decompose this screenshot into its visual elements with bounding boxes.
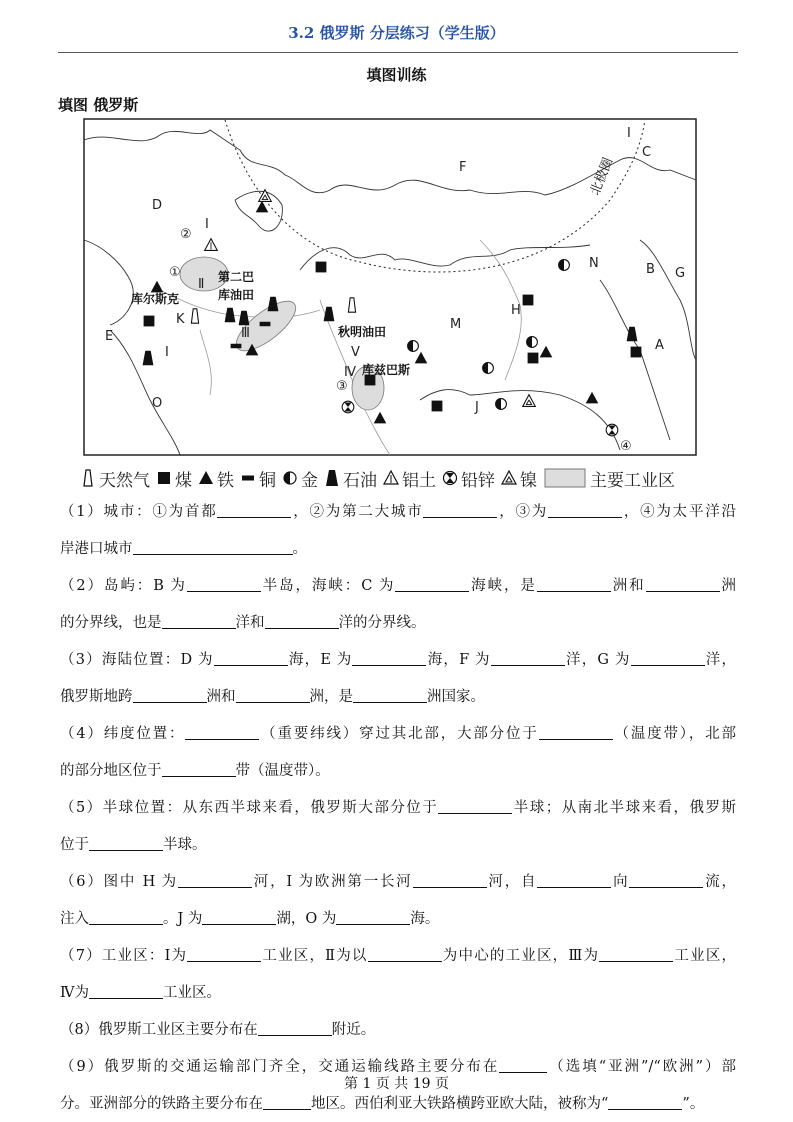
answer-blank[interactable] — [491, 649, 565, 666]
question-text: ，③为 — [497, 504, 549, 520]
answer-blank[interactable] — [214, 649, 288, 666]
answer-blank[interactable] — [368, 945, 442, 962]
question-text: 海峡，是 — [469, 578, 537, 594]
question-line — [60, 572, 736, 609]
legend-item-gas — [80, 466, 150, 491]
question-text: 河，I 为欧洲第一长河 — [251, 874, 413, 890]
question-text: 洲和 — [206, 689, 236, 705]
question-line — [60, 498, 736, 535]
question-text: 洲国家。 — [427, 689, 485, 705]
question-text: 湖，O 为 — [276, 911, 337, 927]
question-text: 河，自 — [486, 874, 538, 890]
question-line — [60, 794, 736, 831]
map-legend — [80, 463, 740, 493]
question-text: （4）纬度位置： — [60, 726, 186, 742]
city-4: ④ — [620, 439, 632, 454]
label-second-baku-2: 库油田 — [218, 288, 255, 302]
copper-icon — [231, 344, 242, 349]
answer-blank[interactable] — [336, 908, 410, 925]
coal-icon — [528, 353, 539, 364]
answer-blank[interactable] — [631, 649, 705, 666]
question-line — [60, 646, 736, 683]
question-text: 分。亚洲部分的铁路主要分布在 — [60, 1096, 263, 1112]
gold-icon — [527, 337, 538, 348]
legend-item-nickel — [501, 466, 537, 491]
coal-icon — [316, 262, 327, 273]
question-text: 位于 — [60, 837, 89, 853]
answer-blank[interactable] — [178, 871, 252, 888]
coal-icon — [523, 295, 534, 306]
question-text: 半岛，海峡：C 为 — [260, 578, 396, 594]
industry-icon — [545, 469, 585, 487]
label-H: H — [511, 303, 521, 318]
label-I-strait: I — [627, 126, 631, 141]
legend-label: 主要工业区 — [590, 470, 675, 491]
answer-blank[interactable] — [89, 834, 163, 851]
answer-blank[interactable] — [413, 871, 487, 888]
question-text: ，④为太平洋沿 — [622, 504, 737, 520]
answer-blank[interactable] — [202, 908, 276, 925]
answer-blank[interactable] — [395, 575, 469, 592]
document-title: 3.2 俄罗斯 分层练习（学生版） — [288, 24, 505, 42]
question-text: 洋， — [704, 652, 736, 668]
legend-item-oil — [324, 466, 377, 491]
answer-blank[interactable] — [537, 575, 611, 592]
legend-item-gold — [282, 466, 318, 491]
label-tyumen: 秋明油田 — [338, 325, 387, 339]
question-line — [60, 720, 736, 757]
question-text: 向 — [611, 874, 630, 890]
question-text: 岸港口城市 — [60, 541, 133, 557]
question-line — [60, 1090, 736, 1122]
nickel-icon — [502, 471, 516, 484]
zone-II: Ⅱ — [198, 277, 205, 292]
question-line — [60, 868, 736, 905]
question-text: 附近。 — [331, 1022, 376, 1038]
question-text: 洋的分界线。 — [338, 615, 426, 631]
legend-label: 金 — [301, 470, 318, 491]
answer-blank[interactable] — [258, 1019, 332, 1036]
question-text: 海。 — [410, 911, 440, 927]
question-text: 带（温度带）。 — [235, 763, 330, 779]
iron-icon — [199, 471, 213, 484]
label-kursk: 库尔斯克 — [131, 292, 180, 306]
questions — [60, 498, 736, 1122]
question-text: （9）俄罗斯的交通运输部门齐全，交通运输线路主要分布在 — [60, 1059, 500, 1075]
leadzinc-icon — [444, 472, 457, 485]
question-text: （5）半球位置：从东西半球来看，俄罗斯大部分位于 — [60, 800, 439, 816]
label-I-river: I — [205, 217, 209, 232]
question-text: 洲 — [719, 578, 737, 594]
oil-icon — [326, 470, 338, 486]
answer-blank[interactable] — [187, 945, 261, 962]
label-D: D — [152, 198, 163, 213]
question-text: 海，E 为 — [287, 652, 353, 668]
answer-blank[interactable] — [353, 686, 427, 703]
legend-item-bauxite — [383, 466, 436, 491]
answer-blank[interactable] — [133, 686, 207, 703]
city-3: ③ — [336, 379, 348, 394]
question-line — [60, 942, 736, 979]
question-text: （7）工业区：Ⅰ为 — [60, 948, 188, 964]
gold-icon — [408, 341, 419, 352]
question-text: （重要纬线）穿过其北部，大部分位于 — [259, 726, 539, 742]
question-text: 。 — [292, 541, 307, 557]
answer-blank[interactable] — [263, 1093, 311, 1110]
question-text: ，②为第二大城市 — [291, 504, 424, 520]
question-text: 流， — [703, 874, 737, 890]
question-line — [60, 831, 736, 868]
legend-label: 天然气 — [99, 470, 150, 491]
answer-blank[interactable] — [185, 723, 259, 740]
zone-V: Ⅴ — [351, 345, 360, 360]
legend-item-iron — [198, 466, 234, 491]
question-text: （6）图中 H 为 — [60, 874, 178, 890]
label-kuzbass: 库兹巴斯 — [362, 363, 411, 377]
section-title: 填图训练 — [366, 66, 427, 84]
label-F: F — [459, 160, 467, 175]
answer-blank[interactable] — [187, 575, 261, 592]
question-text: （选填“亚洲”/“欧洲”）部 — [547, 1059, 736, 1075]
coal-icon — [631, 347, 642, 358]
answer-blank[interactable] — [423, 501, 497, 518]
question-text: （温度带），北部 — [612, 726, 737, 742]
question-text: 地区。西伯利亚大铁路横跨亚欧大陆，被称为“ — [311, 1096, 609, 1112]
question-text: （3）海陆位置：D 为 — [60, 652, 214, 668]
coal-icon — [158, 472, 170, 484]
answer-blank[interactable] — [265, 612, 339, 629]
legend-item-leadzinc — [442, 466, 495, 491]
answer-blank[interactable] — [548, 501, 622, 518]
gas-icon — [348, 298, 355, 312]
answer-blank[interactable] — [646, 575, 720, 592]
question-text: Ⅳ为 — [60, 985, 89, 1001]
gold-icon — [284, 472, 296, 484]
question-text: 俄罗斯地跨 — [60, 689, 133, 705]
answer-blank[interactable] — [537, 871, 611, 888]
zone-III: Ⅲ — [241, 326, 250, 341]
answer-blank[interactable] — [499, 1056, 547, 1073]
answer-blank[interactable] — [89, 982, 163, 999]
question-text: 。J 为 — [163, 911, 203, 927]
gas-icon — [191, 309, 198, 323]
question-text: （8）俄罗斯工业区主要分布在 — [60, 1022, 258, 1038]
question-text: 工业区，Ⅱ为以 — [261, 948, 368, 964]
question-text: （2）岛屿：B 为 — [60, 578, 187, 594]
question-line — [60, 757, 736, 794]
legend-label: 铝土 — [402, 470, 436, 491]
answer-blank[interactable] — [162, 612, 236, 629]
label-E: E — [105, 329, 114, 344]
answer-blank[interactable] — [133, 538, 293, 555]
question-text: 半球；从南北半球来看，俄罗斯 — [512, 800, 736, 816]
answer-blank[interactable] — [236, 686, 310, 703]
answer-blank[interactable] — [599, 945, 673, 962]
copper-icon — [260, 322, 271, 327]
leadzinc-icon — [606, 424, 618, 436]
question-line — [60, 535, 736, 572]
legend-label: 煤 — [175, 470, 192, 491]
question-text: 工业区， — [673, 948, 737, 964]
answer-blank[interactable] — [217, 501, 291, 518]
question-line — [60, 1016, 736, 1053]
label-C: C — [642, 145, 652, 160]
question-line — [60, 979, 736, 1016]
copper-icon — [242, 476, 254, 481]
question-text: ”。 — [682, 1096, 705, 1112]
question-text: （1）城市：①为首都 — [60, 504, 218, 520]
label-second-baku-1: 第二巴 — [218, 270, 255, 284]
russia-map — [83, 118, 697, 456]
answer-blank[interactable] — [608, 1093, 682, 1110]
leadzinc-icon — [342, 401, 354, 413]
figure-label: 填图 俄罗斯 — [58, 96, 139, 114]
label-I-region: I — [165, 345, 169, 360]
legend-label: 铁 — [217, 470, 234, 491]
question-text: 洲，是 — [309, 689, 353, 705]
question-text: 洋，G 为 — [564, 652, 631, 668]
coal-icon — [432, 401, 443, 412]
legend-item-coal — [156, 466, 192, 491]
label-G: G — [675, 266, 686, 281]
question-text: 的分界线，也是 — [60, 615, 162, 631]
answer-blank[interactable] — [438, 797, 512, 814]
header-divider — [58, 52, 738, 53]
page-footer: 第 1 页 共 19 页 — [344, 1076, 449, 1092]
question-text: 的部分地区位于 — [60, 763, 162, 779]
legend-label: 石油 — [343, 470, 377, 491]
legend-label: 镍 — [520, 470, 537, 491]
question-line — [60, 683, 736, 720]
question-text: 海，F 为 — [426, 652, 491, 668]
gold-icon — [559, 260, 570, 271]
legend-item-industry — [543, 466, 675, 491]
question-text: 洲和 — [610, 578, 646, 594]
label-A: A — [655, 338, 664, 353]
bauxite-icon — [384, 471, 398, 484]
question-text: 洋和 — [235, 615, 265, 631]
question-text: 工业区。 — [163, 985, 221, 1001]
question-line — [60, 905, 736, 942]
zone-IV: Ⅳ — [344, 365, 356, 380]
gold-icon — [496, 399, 507, 410]
question-text: 为中心的工业区，Ⅲ为 — [441, 948, 600, 964]
gold-icon — [483, 363, 494, 374]
city-1: ① — [169, 265, 181, 280]
label-arctic-circle: 北极圈 — [587, 155, 617, 198]
question-line — [60, 609, 736, 646]
legend-item-copper — [240, 466, 276, 491]
label-K: K — [176, 312, 185, 327]
city-2: ② — [180, 227, 192, 242]
gas-icon — [84, 470, 92, 486]
question-text: 半球。 — [163, 837, 207, 853]
answer-blank[interactable] — [629, 871, 703, 888]
legend-label: 铅锌 — [461, 470, 495, 491]
label-N: N — [589, 256, 599, 271]
answer-blank[interactable] — [539, 723, 613, 740]
label-B: B — [646, 262, 655, 277]
answer-blank[interactable] — [89, 908, 163, 925]
answer-blank[interactable] — [352, 649, 426, 666]
question-text: 注入 — [60, 911, 89, 927]
legend-label: 铜 — [259, 470, 276, 491]
label-M: M — [450, 317, 462, 332]
coal-icon — [144, 316, 155, 327]
label-O: O — [152, 396, 163, 411]
label-J: J — [475, 400, 479, 415]
answer-blank[interactable] — [162, 760, 236, 777]
